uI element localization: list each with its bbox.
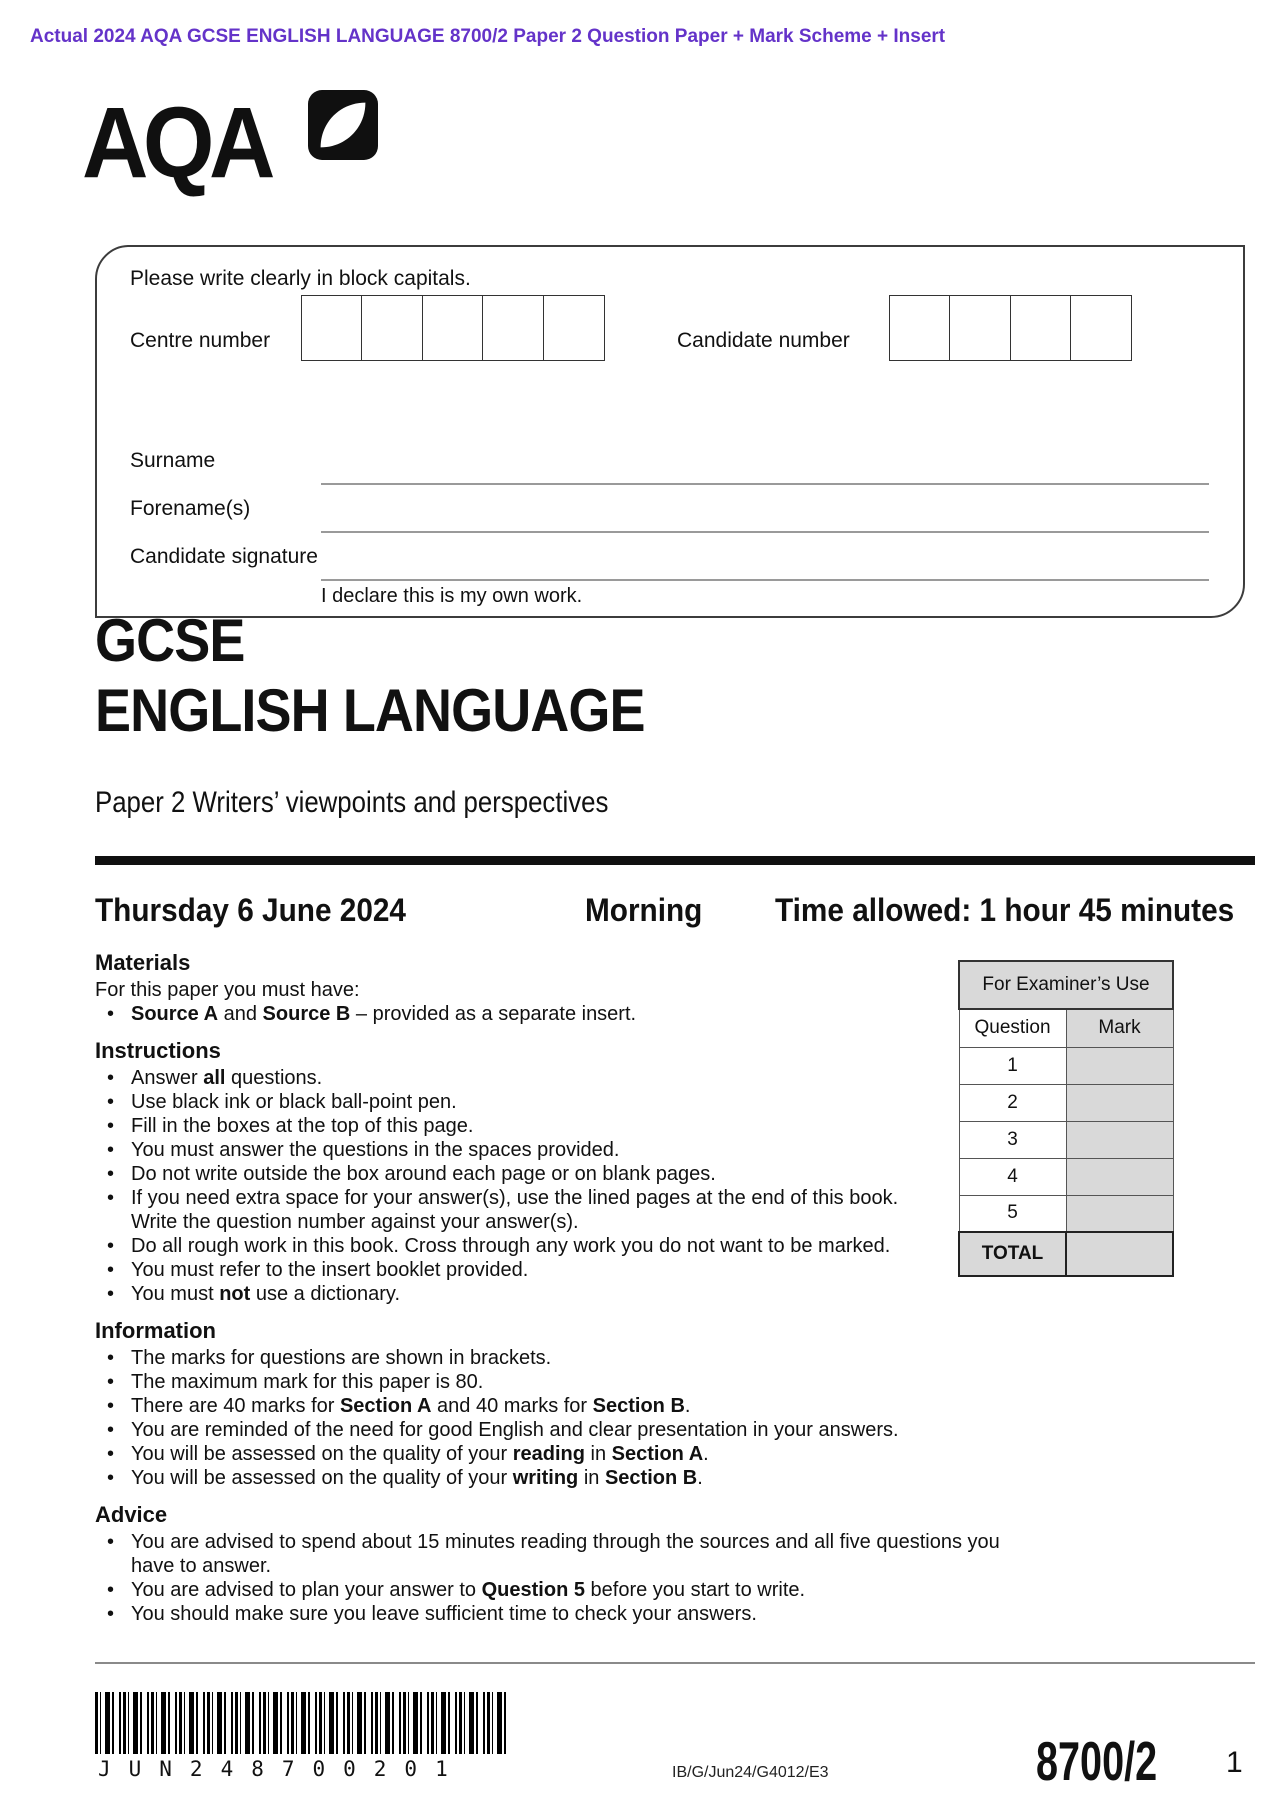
- bullet-item: • You are advised to plan your answer to Question 5 before you start to write.: [95, 1578, 1040, 1602]
- question-row: [959, 1195, 1173, 1232]
- mark-cell: [1066, 1047, 1173, 1084]
- bullet-item: • Do not write outside the box around each page or on blank pages.: [95, 1162, 925, 1186]
- time-allowed: Time allowed: 1 hour 45 minutes: [775, 892, 1235, 928]
- block-capitals-note: Please write clearly in block capitals.: [130, 267, 471, 290]
- bullet-item: • You must refer to the insert booklet provided.: [95, 1258, 925, 1282]
- bullet-item: • You are reminded of the need for good English and clear presentation in your answers.: [95, 1418, 1040, 1442]
- qualification-title: GCSE: [95, 607, 245, 674]
- candidate-number-cell[interactable]: [1070, 295, 1132, 361]
- candidate-number-cell[interactable]: [1010, 295, 1072, 361]
- bullet-item: • You should make sure you leave sufficient time to check your answers.: [95, 1602, 1040, 1626]
- bullet-item: • There are 40 marks for Section A and 40 marks for Section B.: [95, 1394, 1040, 1418]
- candidate-number-cell[interactable]: [889, 295, 951, 361]
- materials-intro: For this paper you must have:: [95, 979, 360, 1001]
- examiner-table-rows: [959, 1047, 1173, 1232]
- bullet-item: • Fill in the boxes at the top of this page.: [95, 1114, 925, 1138]
- section-instructions-heading: Instructions: [95, 1038, 221, 1063]
- centre-number-grid: [302, 295, 605, 361]
- declaration-note: I declare this is my own work.: [321, 585, 583, 607]
- centre-number-cell[interactable]: [422, 295, 484, 361]
- section-advice-heading: Advice: [95, 1502, 168, 1527]
- examiner-use-table: [958, 960, 1174, 1277]
- candidate-number-cell[interactable]: [949, 295, 1011, 361]
- bullet-item: • You must answer the questions in the spaces provided.: [95, 1138, 925, 1162]
- mark-cell: [1066, 1158, 1173, 1195]
- total-label-cell: TOTAL: [959, 1232, 1066, 1276]
- candidate-details-box: [95, 245, 1245, 618]
- question-number-cell: 4: [959, 1158, 1066, 1195]
- question-row: [959, 1084, 1173, 1121]
- divider-thin: [95, 1662, 1255, 1664]
- candidate-number-grid: [890, 295, 1132, 361]
- section-materials-heading: Materials: [95, 950, 191, 975]
- paper-code: 8700/2: [1036, 1730, 1158, 1792]
- subject-title: ENGLISH LANGUAGE: [95, 677, 645, 744]
- question-row: [959, 1158, 1173, 1195]
- mark-cell: [1066, 1084, 1173, 1121]
- centre-number-cell[interactable]: [543, 295, 605, 361]
- ref-code: IB/G/Jun24/G4012/E3: [672, 1764, 829, 1781]
- signature-line[interactable]: [321, 579, 1209, 581]
- bullet-item: • You will be assessed on the quality of your reading in Section A.: [95, 1442, 1040, 1466]
- exam-date: Thursday 6 June 2024: [95, 892, 406, 928]
- col-header-mark: Mark: [1066, 1009, 1173, 1047]
- bullet-item: • Answer all questions.: [95, 1066, 925, 1090]
- bullet-item: • Source A and Source B – provided as a separate insert.: [95, 1002, 925, 1026]
- aqa-leaf-icon: [308, 90, 378, 165]
- surname-line[interactable]: [321, 483, 1209, 485]
- bullet-item: • If you need extra space for your answer(s), use the lined pages at the end of this book. Write the question number against your answer(s).: [95, 1186, 925, 1234]
- divider-thick: [95, 856, 1255, 865]
- banner-link[interactable]: Actual 2024 AQA GCSE ENGLISH LANGUAGE 8700/2 Paper 2 Question Paper + Mark Scheme + Insert: [30, 26, 946, 47]
- page-number: 1: [1226, 1746, 1243, 1779]
- bullet-item: • You will be assessed on the quality of your writing in Section B.: [95, 1466, 1040, 1490]
- forename-line[interactable]: [321, 531, 1209, 533]
- centre-number-cell[interactable]: [482, 295, 544, 361]
- centre-number-label: Centre number: [130, 329, 271, 352]
- bullet-item: • Use black ink or black ball-point pen.: [95, 1090, 925, 1114]
- barcode-text: JUN248700201: [98, 1757, 466, 1781]
- examiner-table-title: For Examiner’s Use: [959, 961, 1173, 1009]
- aqa-logo: [82, 87, 378, 199]
- bullet-item: • Do all rough work in this book. Cross through any work you do not want to be marked.: [95, 1234, 925, 1258]
- mark-cell: [1066, 1121, 1173, 1158]
- bullet-item: • You are advised to spend about 15 minutes reading through the sources and all five questions you have to answer.: [95, 1530, 1040, 1578]
- bullet-item: • The maximum mark for this paper is 80.: [95, 1370, 1040, 1394]
- centre-number-cell[interactable]: [301, 295, 363, 361]
- forename-label: Forename(s): [130, 497, 251, 520]
- question-number-cell: 2: [959, 1084, 1066, 1121]
- total-mark-cell: [1066, 1232, 1173, 1276]
- information-list: [95, 1346, 1040, 1490]
- aqa-logo-text: AQA: [82, 87, 270, 199]
- mark-cell: [1066, 1195, 1173, 1232]
- question-row: [959, 1121, 1173, 1158]
- session-line: [95, 892, 1255, 930]
- total-row: [959, 1232, 1173, 1276]
- surname-label: Surname: [130, 449, 216, 472]
- col-header-question: Question: [959, 1009, 1066, 1047]
- paper-title: Paper 2 Writers’ viewpoints and perspectives: [95, 786, 609, 819]
- question-row: [959, 1047, 1173, 1084]
- section-information-heading: Information: [95, 1318, 216, 1343]
- advice-list: [95, 1530, 1040, 1626]
- question-number-cell: 1: [959, 1047, 1066, 1084]
- materials-list: [95, 1002, 925, 1026]
- bullet-item: • You must not use a dictionary.: [95, 1282, 925, 1306]
- bullet-item: • The marks for questions are shown in brackets.: [95, 1346, 1040, 1370]
- signature-label: Candidate signature: [130, 545, 318, 568]
- question-number-cell: 3: [959, 1121, 1066, 1158]
- exam-session: Morning: [585, 892, 703, 928]
- barcode: [95, 1692, 507, 1754]
- candidate-number-label: Candidate number: [677, 329, 850, 352]
- instructions-list: [95, 1066, 925, 1306]
- centre-number-cell[interactable]: [361, 295, 423, 361]
- question-number-cell: 5: [959, 1195, 1066, 1232]
